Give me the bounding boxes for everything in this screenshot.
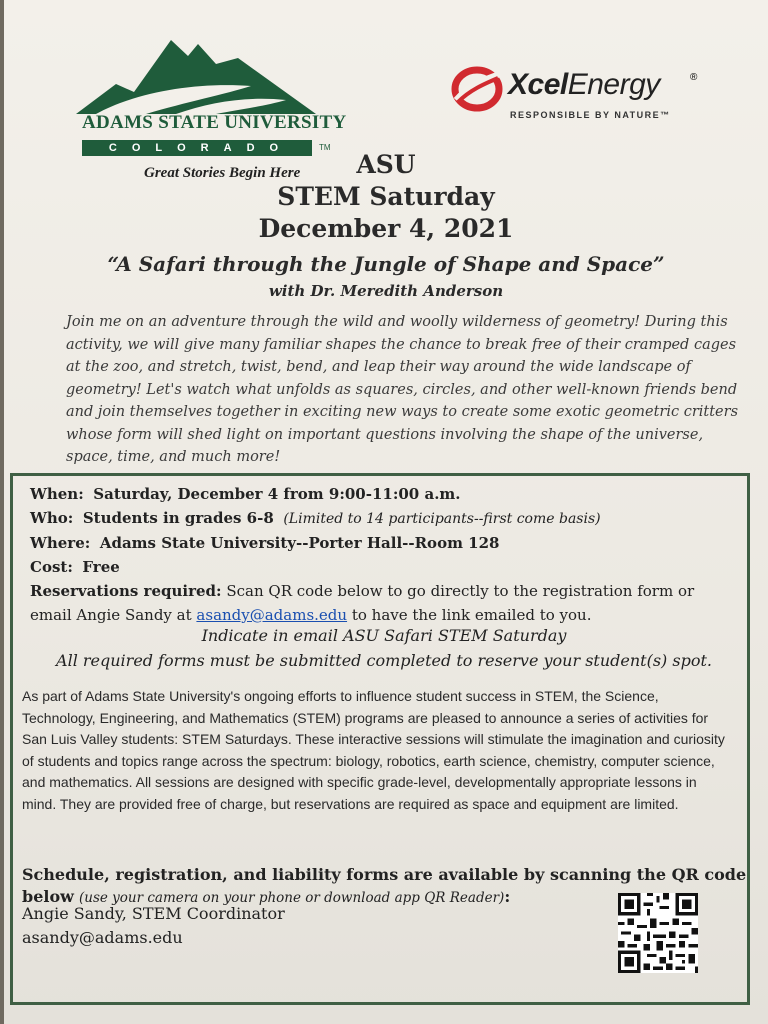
- cost-label: Cost:: [30, 558, 73, 576]
- email-row: [30, 603, 720, 627]
- xcel-registered-mark: ®: [690, 72, 698, 83]
- who-label: Who:: [30, 509, 74, 527]
- who-note: (Limited to 14 participants--first come basis): [283, 511, 601, 527]
- asu-state-banner: COLORADO: [82, 140, 312, 156]
- cost-row: [30, 555, 720, 579]
- contact: [22, 902, 285, 950]
- indicate-note: Indicate in email ASU Safari STEM Saturday: [201, 626, 567, 645]
- cost-value: Free: [82, 558, 120, 576]
- asu-tagline: Great Stories Begin Here: [144, 165, 301, 181]
- asu-logo: [76, 22, 347, 181]
- email-link[interactable]: asandy@adams.edu: [196, 606, 348, 624]
- title-line-2: STEM Saturday: [277, 182, 495, 211]
- who-value: Students in grades 6-8: [82, 509, 274, 527]
- presenter: with Dr. Meredith Anderson: [268, 282, 504, 300]
- xcel-wordmark: [508, 68, 660, 102]
- when-label: When:: [30, 485, 84, 503]
- reservations-row: [30, 579, 720, 603]
- contact-name: Angie Sandy, STEM Coordinator: [22, 904, 285, 923]
- session-title: “A Safari through the Jungle of Shape and Space”: [107, 252, 665, 276]
- schedule-app-note: (use your camera on your phone or download app QR Reader): [78, 890, 505, 906]
- title-date: December 4, 2021: [258, 214, 514, 243]
- intro-paragraph: Join me on an adventure through the wild and woolly wilderness of geometry! During this activity, we will give many familiar shapes the chance to break free of their cramped cages at the zoo, and stretch, twist, bend, and leap their way around the wide landscape of geometry! Let's watch what unfolds as squares, circles, and other well-known friends bend and join themselves together in exciting new ways to create some exotic geometric critters whose form will shed light on important questions involving the shape of the universe, space, time, and much more!: [66, 314, 739, 465]
- mountain-logo-icon: [76, 22, 316, 117]
- xcel-energy-logo: [450, 64, 710, 124]
- when-value: Saturday, December 4 from 9:00-11:00 a.m.: [93, 485, 461, 503]
- email-suffix: to have the link emailed to you.: [351, 606, 592, 624]
- xcel-wordmark-bold: Xcel: [508, 68, 568, 101]
- title-line-1: ASU: [356, 150, 416, 179]
- where-value: Adams State University--Porter Hall--Room 128: [99, 534, 500, 552]
- qr-code-icon[interactable]: [618, 893, 698, 973]
- flyer-page: [4, 0, 768, 1024]
- reservations-text: Scan QR code below to go directly to the registration form or: [226, 582, 695, 600]
- schedule-colon: :: [504, 887, 511, 906]
- xcel-swoosh-icon: [450, 64, 504, 114]
- schedule-bold: Schedule, registration, and liability forms are available by scanning the QR code below: [22, 865, 747, 906]
- asu-trademark: TM: [319, 143, 331, 152]
- contact-email: asandy@adams.edu: [22, 928, 183, 947]
- asu-name: ADAMS STATE UNIVERSITY: [82, 112, 347, 133]
- about-paragraph: As part of Adams State University's ongoing efforts to influence student success in STEM, the Science, Technology, Engineering, and Mathematics (STEM) programs are pleased to announce a series of activities for San Luis Valley students: STEM Saturdays. These interactive sessions will stimulate the imagination and curiosity of students and topics range across the spectrum: biology, robotics, earth science, chemistry, computer science, and mathematics. All sessions are designed with specific grade-level, developmentally appropriate lessons in mind. They are provided free of charge, but reservations are required as space and equipment are limited.: [22, 688, 725, 812]
- where-row: [30, 531, 720, 555]
- event-details: [30, 482, 720, 627]
- where-label: Where:: [30, 534, 91, 552]
- reservations-label: Reservations required:: [30, 582, 222, 600]
- xcel-wordmark-rest: Energy: [567, 68, 660, 101]
- who-row: [30, 506, 720, 531]
- email-prefix: email Angie Sandy at: [30, 606, 192, 624]
- required-forms-note: All required forms must be submitted completed to reserve your student(s) spot.: [56, 651, 712, 670]
- when-row: [30, 482, 720, 506]
- xcel-tagline: RESPONSIBLE BY NATURE™: [510, 110, 671, 120]
